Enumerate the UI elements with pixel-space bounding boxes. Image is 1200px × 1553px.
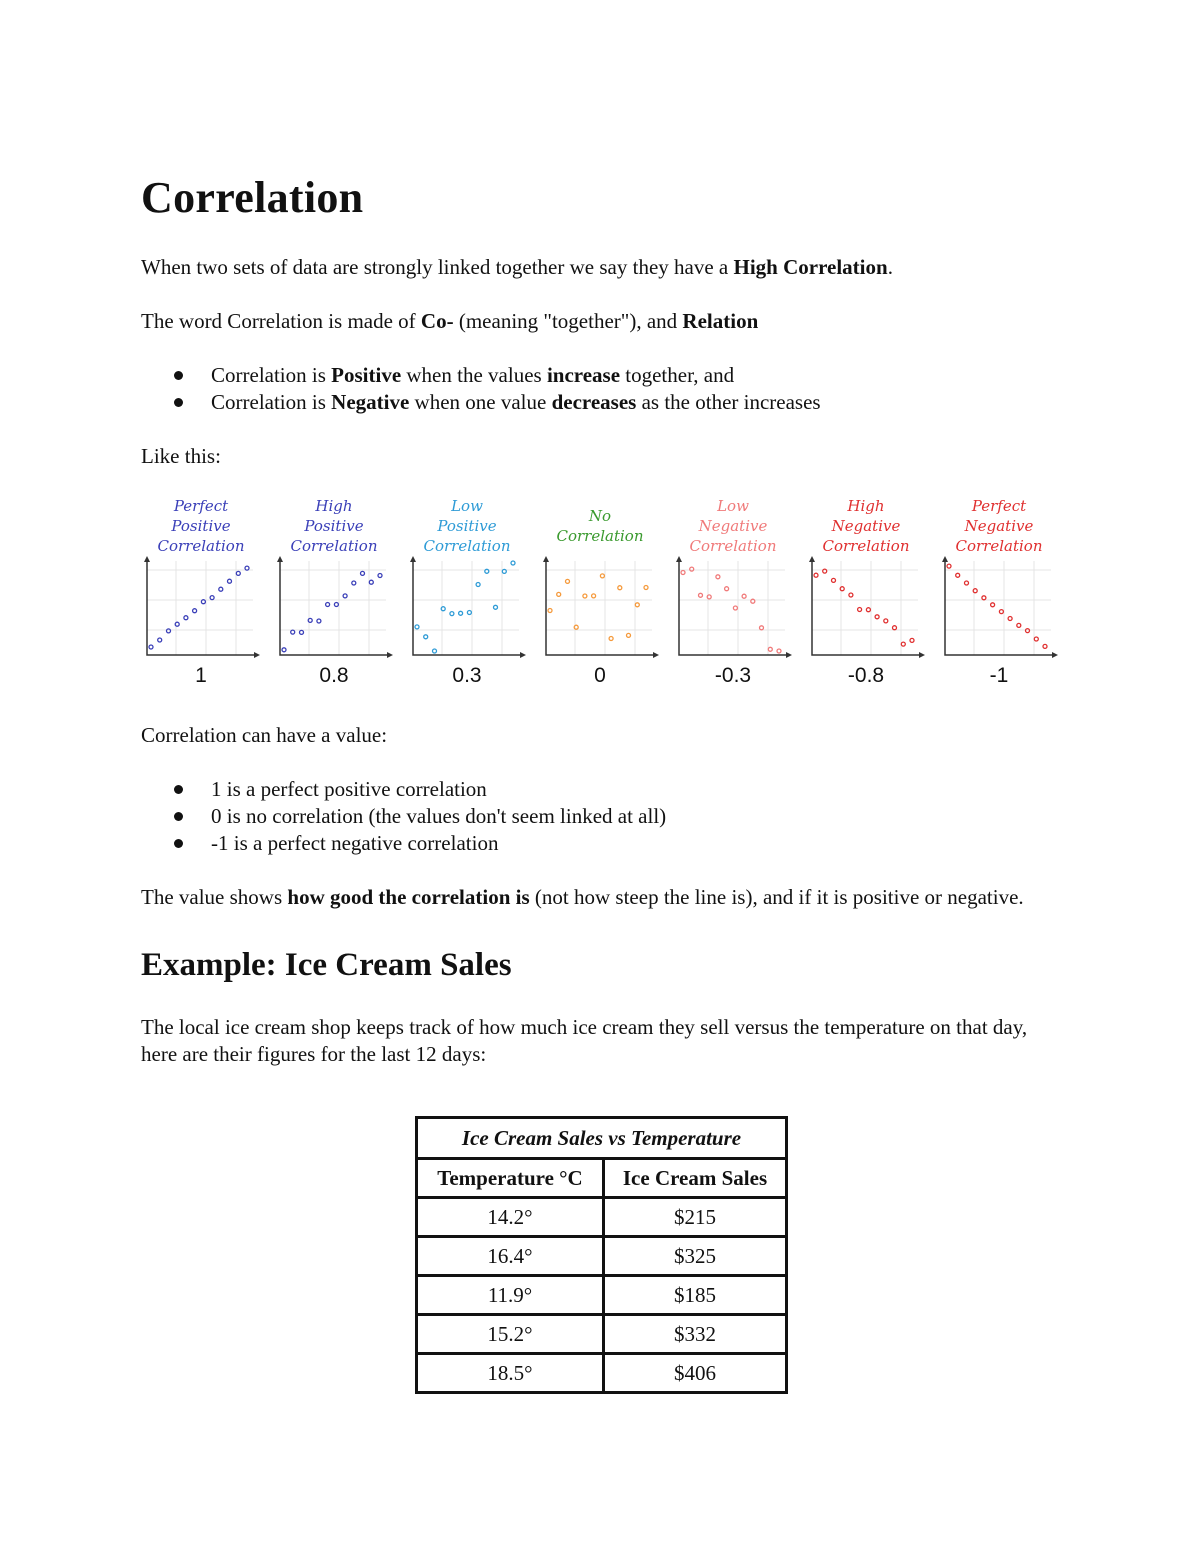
data-point [210,596,214,600]
chart-caption [407,496,527,556]
data-point [424,635,428,639]
chart-axes [413,559,523,655]
chart-caption-line: Perfect [173,497,229,515]
chart-caption [673,496,793,556]
data-point [893,626,897,630]
data-point [557,592,561,596]
data-point [1034,637,1038,641]
data-point [308,618,312,622]
table-row: 18.5° $406 [417,1354,787,1393]
data-point [760,626,764,630]
data-point [511,561,515,565]
data-point [317,619,321,623]
axis-arrow [1052,652,1058,658]
page-title: Correlation [141,173,364,222]
intro-paragraph-2: The word Correlation is made of Co- (meaning "together"), and Relation [141,309,759,333]
data-point [236,571,240,575]
chart-caption-line: Negative [831,517,901,535]
chart-caption-line: High [315,497,353,515]
axis-arrow [144,556,150,562]
data-point [352,581,356,585]
data-point [433,649,437,653]
data-point [149,645,153,649]
chart-caption-line: Low [717,497,749,515]
correlation-chart [274,492,394,692]
data-point [167,629,171,633]
scatter-plot [540,555,660,665]
data-point [175,622,179,626]
data-point [681,571,685,575]
axis-arrow [942,556,948,562]
correlation-value-label: 1 [195,664,207,687]
axis-arrow [387,652,393,658]
data-point [858,608,862,612]
correlation-chart [806,492,926,692]
data-point [866,608,870,612]
data-point [875,615,879,619]
chart-caption-line: Negative [964,517,1034,535]
example-paragraph: The local ice cream shop keeps track of how much ice cream they sell versus the temperature on that day, here are their figures for the last 12 days: [141,1015,1028,1066]
chart-caption [274,496,394,556]
chart-caption-line: Correlation [290,537,378,555]
data-point [768,647,772,651]
table-row: 14.2° $215 [417,1198,787,1237]
axis-arrow [676,556,682,562]
data-point [1043,644,1047,648]
data-point [343,594,347,598]
correlation-examples-figure [141,492,1066,692]
list-item: 0 is no correlation (the values don't seem linked at all) [211,803,1061,830]
data-point [193,609,197,613]
chart-caption [141,496,261,556]
chart-caption-line: Correlation [556,527,644,545]
data-point [583,594,587,598]
data-point [777,649,781,653]
data-point [219,587,223,591]
data-point [326,603,330,607]
chart-axes [945,559,1055,655]
axis-arrow [786,652,792,658]
table-row: 11.9° $185 [417,1276,787,1315]
data-point [502,569,506,573]
data-point [733,606,737,610]
correlation-value-label: -0.3 [714,664,752,687]
table-header-temperature: Temperature °C [417,1159,604,1198]
ice-cream-sales-table [415,1116,788,1394]
chart-caption-line: Perfect [971,497,1027,515]
correlation-value-label: 0.8 [319,664,349,687]
data-point [450,612,454,616]
data-point [823,569,827,573]
data-point [566,579,570,583]
data-point [378,574,382,578]
data-point [184,616,188,620]
chart-caption-line: Correlation [955,537,1043,555]
data-point [609,637,613,641]
data-point [965,581,969,585]
data-point [832,578,836,582]
chart-caption-line: Positive [437,517,497,535]
data-point [901,642,905,646]
data-point [592,594,596,598]
data-point [441,607,445,611]
data-point [600,574,604,578]
correlation-chart [673,492,793,692]
data-point [956,573,960,577]
axis-arrow [919,652,925,658]
data-point [1017,623,1021,627]
data-point [991,603,995,607]
axis-arrow [809,556,815,562]
data-point [725,587,729,591]
data-point [201,600,205,604]
table-header-sales: Ice Cream Sales [604,1159,787,1198]
document-body [141,170,1061,470]
example-heading: Example: Ice Cream Sales [141,947,512,983]
data-point [1026,629,1030,633]
data-point [742,594,746,598]
data-point [910,638,914,642]
value-intro-text: Correlation can have a value: [141,723,388,747]
correlation-chart [407,492,527,692]
list-item: Correlation is Negative when one value decreases as the other increases [211,389,1061,416]
axis-arrow [410,556,416,562]
axis-arrow [277,556,283,562]
chart-caption-line: No [588,507,612,525]
scatter-plot [806,555,926,665]
data-point [840,587,844,591]
scatter-plot [673,555,793,665]
scatter-plot [141,555,261,665]
chart-caption-line: Positive [171,517,231,535]
data-point [361,571,365,575]
data-point [618,586,622,590]
data-point [228,579,232,583]
data-point [982,596,986,600]
data-point [476,583,480,587]
data-point [369,580,373,584]
table-caption: Ice Cream Sales vs Temperature [417,1118,787,1159]
correlation-chart [141,492,261,692]
data-point [635,603,639,607]
data-point [282,648,286,652]
data-point [999,610,1003,614]
table-row: 15.2° $332 [417,1315,787,1354]
data-point [415,625,419,629]
chart-caption-line: High [847,497,885,515]
data-point [884,619,888,623]
correlation-value-label: -0.8 [847,664,885,687]
scatter-plot [939,555,1059,665]
data-point [716,575,720,579]
data-point [751,599,755,603]
data-point [644,586,648,590]
data-point [814,573,818,577]
data-point [334,603,338,607]
data-point [494,605,498,609]
chart-caption-line: Correlation [157,537,245,555]
data-point [947,564,951,568]
correlation-value-label: 0.3 [452,664,482,687]
chart-caption-line: Negative [698,517,768,535]
axis-arrow [653,652,659,658]
correlation-value-label: -1 [989,664,1009,687]
axis-arrow [543,556,549,562]
intro-paragraph-1: When two sets of data are strongly linked together we say they have a High Correlation. [141,255,893,279]
chart-caption-line: Correlation [423,537,511,555]
data-point [699,593,703,597]
data-point [548,609,552,613]
data-point [300,630,304,634]
data-point [459,611,463,615]
data-point [973,589,977,593]
correlation-chart [939,492,1059,692]
scatter-plot [274,555,394,665]
list-item: -1 is a perfect negative correlation [211,830,1061,857]
data-point [690,567,694,571]
list-item: Correlation is Positive when the values increase together, and [211,362,1061,389]
correlation-chart [540,492,660,692]
data-point [627,633,631,637]
list-item: 1 is a perfect positive correlation [211,776,1061,803]
data-point [849,593,853,597]
chart-axes [280,559,390,655]
scatter-plot [407,555,527,665]
table-row: 16.4° $325 [417,1237,787,1276]
correlation-sign-list [141,362,1061,416]
data-point [707,595,711,599]
like-this-text: Like this: [141,444,221,468]
value-shows-paragraph: The value shows how good the correlation is (not how steep the line is), and if it is positive or negative. [141,885,1024,909]
data-point [1008,617,1012,621]
chart-axes [812,559,922,655]
chart-axes [546,559,656,655]
data-point [485,569,489,573]
correlation-value-label: 0 [594,664,606,687]
axis-arrow [520,652,526,658]
chart-caption-line: Low [451,497,483,515]
data-point [245,566,249,570]
chart-caption [939,496,1059,556]
document-body-lower [141,722,1061,1068]
chart-caption [806,496,926,556]
data-point [158,638,162,642]
chart-caption-line: Correlation [822,537,910,555]
data-point [467,611,471,615]
chart-caption-line: Correlation [689,537,777,555]
chart-caption-line: Positive [304,517,364,535]
chart-caption [540,496,660,546]
axis-arrow [254,652,260,658]
data-point [291,630,295,634]
data-point [574,625,578,629]
correlation-value-list [141,776,1061,857]
